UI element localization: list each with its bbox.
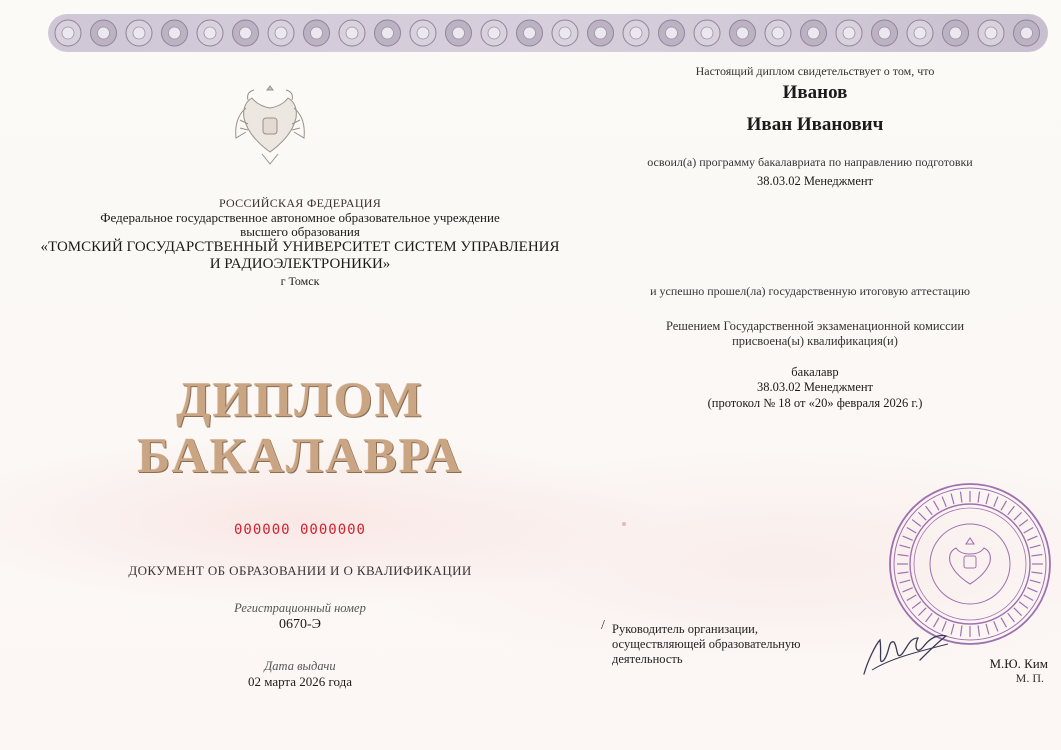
seal-tick bbox=[899, 580, 910, 583]
seal-tick bbox=[926, 506, 933, 515]
seal-tick bbox=[994, 621, 998, 631]
organization-type-line1: Федеральное государственное автономное образовательное учреждение bbox=[100, 210, 500, 225]
band-rosette-center bbox=[98, 27, 110, 39]
graduate-surname: Иванов bbox=[782, 82, 848, 103]
qualification: бакалавр bbox=[791, 365, 839, 379]
diploma-title-line1: ДИПЛОМ bbox=[176, 371, 424, 427]
issue-date-value: 02 марта 2026 года bbox=[247, 674, 353, 689]
seal-tick bbox=[1014, 512, 1022, 520]
university-name-line1: «ТОМСКИЙ ГОСУДАРСТВЕННЫЙ УНИВЕРСИТЕТ СИСТЕМ УПРАВЛЕНИЯ bbox=[40, 239, 560, 255]
seal-tick bbox=[898, 554, 909, 555]
double-headed-eagle-emblem-icon bbox=[232, 78, 308, 178]
seal-tick bbox=[942, 497, 946, 507]
seal-tick bbox=[994, 497, 998, 507]
registration-number-value: 0670-Э bbox=[279, 617, 321, 632]
seal-tick bbox=[986, 493, 989, 504]
seal-tick bbox=[1001, 501, 1007, 511]
band-rosette-center bbox=[559, 27, 571, 39]
city: г Томск bbox=[280, 274, 320, 288]
decorative-band bbox=[48, 14, 1048, 52]
band-rosette-center bbox=[346, 27, 358, 39]
seal-tick bbox=[903, 536, 913, 540]
seal-tick bbox=[1024, 528, 1034, 534]
band-rosette-center bbox=[985, 27, 997, 39]
country-name: РОССИЙСКАЯ ФЕДЕРАЦИЯ bbox=[218, 196, 382, 210]
head-of-organization-title bbox=[612, 622, 800, 667]
band-rosette-center bbox=[701, 27, 713, 39]
seal-tick bbox=[986, 624, 989, 635]
signer-name: М.Ю. Ким bbox=[989, 656, 1048, 671]
seal-tick bbox=[1001, 618, 1007, 628]
seal-tick bbox=[951, 493, 954, 504]
band-rosette-center bbox=[133, 27, 145, 39]
band-rosette-center bbox=[630, 27, 642, 39]
seal-tick bbox=[1024, 595, 1034, 601]
seal-tick bbox=[1008, 506, 1015, 515]
registration-number-label: Регистрационный номер bbox=[234, 601, 366, 615]
seal-tick bbox=[918, 512, 926, 520]
program-code: 38.03.02 Менеджмент bbox=[756, 174, 874, 188]
seal-tick bbox=[907, 528, 917, 534]
seal-tick bbox=[1030, 545, 1041, 548]
band-rosette-center bbox=[879, 27, 891, 39]
certification-text: Настоящий диплом свидетельствует о том, что bbox=[695, 64, 935, 78]
seal-tick bbox=[1027, 536, 1037, 540]
seal-tick bbox=[960, 625, 961, 636]
band-rosette-center bbox=[417, 27, 429, 39]
seal-tick bbox=[903, 588, 913, 592]
band-rosette-center bbox=[737, 27, 749, 39]
university-name-line2: И РАДИОЭЛЕКТРОНИКИ» bbox=[209, 256, 391, 272]
serial-number: 000000 0000000 bbox=[233, 522, 366, 538]
seal-tick bbox=[1027, 588, 1037, 592]
head-title-line1: Руководитель организации, bbox=[612, 622, 758, 636]
band-rosette-center bbox=[1021, 27, 1033, 39]
seal-tick bbox=[907, 595, 917, 601]
round-seal-icon bbox=[886, 480, 1054, 648]
slash-mark: / bbox=[601, 618, 605, 633]
seal-tick bbox=[1014, 608, 1022, 616]
seal-tick bbox=[1019, 520, 1028, 527]
seal-tick bbox=[1031, 572, 1042, 573]
band-rosette-center bbox=[204, 27, 216, 39]
commission-decision-line2: присвоена(ы) квалификация(и) bbox=[732, 334, 898, 348]
seal-tick bbox=[978, 492, 979, 503]
attestation-text: и успешно прошел(ла) государственную итоговую аттестацию bbox=[650, 284, 970, 298]
seal-tick bbox=[912, 520, 921, 527]
seal-tick bbox=[912, 602, 921, 609]
band-rosette-center bbox=[453, 27, 465, 39]
band-rosette-center bbox=[843, 27, 855, 39]
band-rosette-center bbox=[808, 27, 820, 39]
band-rosette-center bbox=[240, 27, 252, 39]
stamp-place-label: М. П. bbox=[1015, 671, 1044, 685]
seal-tick bbox=[898, 572, 909, 573]
decorative-speck bbox=[622, 522, 626, 526]
commission-decision-line1: Решением Государственной экзаменационной комиссии bbox=[665, 319, 965, 333]
qualification-code: 38.03.02 Менеджмент bbox=[756, 380, 874, 394]
band-rosette-center bbox=[382, 27, 394, 39]
seal-tick bbox=[934, 501, 940, 511]
seal-tick bbox=[960, 492, 961, 503]
band-rosette-center bbox=[595, 27, 607, 39]
seal-tick bbox=[1019, 602, 1028, 609]
graduate-given-name: Иван Иванович bbox=[746, 114, 884, 135]
seal-tick bbox=[899, 545, 910, 548]
band-rosette-center bbox=[169, 27, 181, 39]
seal-tick bbox=[1031, 554, 1042, 555]
issue-date-label: Дата выдачи bbox=[264, 659, 336, 673]
seal-tick bbox=[1008, 613, 1015, 622]
seal-tick bbox=[1030, 580, 1041, 583]
protocol-reference: (протокол № 18 от «20» февраля 2026 г.) bbox=[707, 396, 923, 410]
seal-tick bbox=[978, 625, 979, 636]
band-rosette-center bbox=[666, 27, 678, 39]
signature-icon bbox=[858, 630, 958, 680]
band-rosette-center bbox=[772, 27, 784, 39]
band-rosette-center bbox=[488, 27, 500, 39]
band-rosette-center bbox=[524, 27, 536, 39]
diploma-title-line2: БАКАЛАВРА bbox=[137, 427, 463, 483]
seal-tick bbox=[926, 613, 933, 622]
seal-tick bbox=[918, 608, 926, 616]
program-text: освоил(а) программу бакалавриата по направлению подготовки bbox=[647, 155, 973, 169]
band-rosette-center bbox=[311, 27, 323, 39]
band-rosette-center bbox=[950, 27, 962, 39]
organization-type-line2: высшего образования bbox=[240, 224, 360, 239]
head-title-line3: деятельность bbox=[612, 652, 683, 666]
document-type: ДОКУМЕНТ ОБ ОБРАЗОВАНИИ И О КВАЛИФИКАЦИИ bbox=[128, 563, 472, 578]
band-rosette-center bbox=[275, 27, 287, 39]
band-rosette-center bbox=[914, 27, 926, 39]
head-title-line2: осуществляющей образовательную bbox=[612, 637, 801, 651]
band-rosette-center bbox=[62, 27, 74, 39]
seal-tick bbox=[934, 618, 940, 628]
